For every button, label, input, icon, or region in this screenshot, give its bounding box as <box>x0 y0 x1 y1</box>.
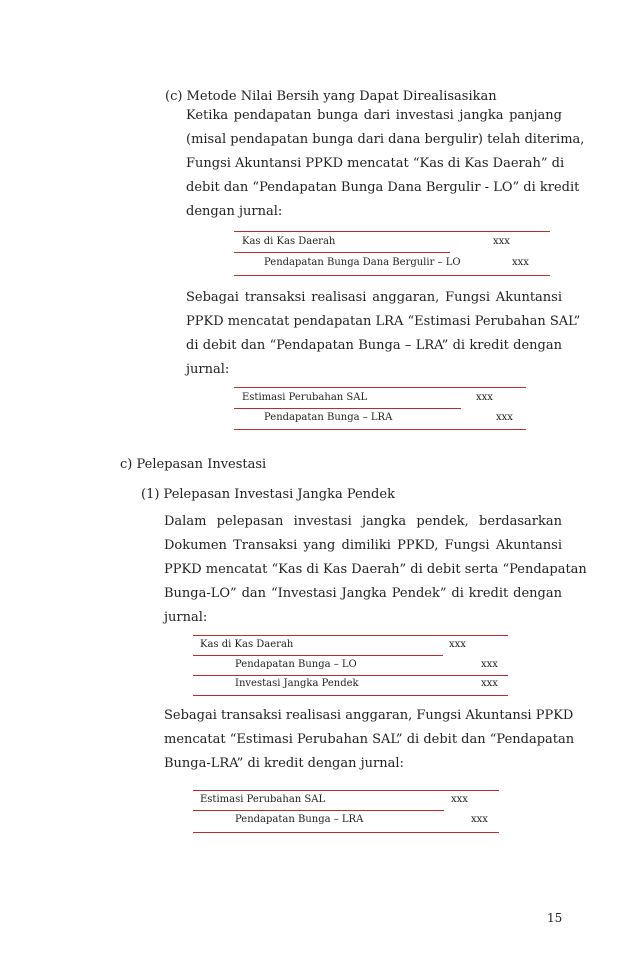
text-line: jurnal: <box>164 610 208 625</box>
text-line: Bunga-LRA” di kredit dengan jurnal: <box>164 756 404 771</box>
text-line: mencatat “Estimasi Perubahan SAL” di debit dan “Pendapatan <box>164 732 575 747</box>
paragraph-realisasi-anggaran <box>186 286 581 382</box>
table-rule <box>193 635 508 636</box>
table-rule <box>234 252 450 253</box>
subsection-heading-c: (c) Metode Nilai Bersih yang Dapat Direalisasikan <box>165 89 497 104</box>
text-line: PPKD mencatat pendapatan LRA “Estimasi Perubahan SAL” <box>186 314 581 329</box>
journal-table <box>193 790 499 834</box>
text-line: di debit dan “Pendapatan Bunga – LRA” di kredit dengan <box>186 338 562 353</box>
journal-credit-account: Pendapatan Bunga Dana Bergulir – LO <box>264 257 461 268</box>
journal-table <box>234 387 526 431</box>
journal-credit-amount: xxx <box>481 678 498 689</box>
table-rule <box>193 655 443 656</box>
journal-debit-amount: xxx <box>449 639 466 650</box>
table-rule <box>234 429 526 430</box>
paragraph-realisasi-pelepasan <box>164 704 575 776</box>
journal-credit-amount: xxx <box>471 814 488 825</box>
journal-credit-amount: xxx <box>496 412 513 423</box>
journal-table <box>234 231 550 277</box>
table-rule <box>193 790 499 791</box>
journal-debit-account: Kas di Kas Daerah <box>242 236 336 247</box>
text-line: Dalam pelepasan investasi jangka pendek, berdasarkan <box>164 514 562 529</box>
text-line: Fungsi Akuntansi PPKD mencatat “Kas di Kas Daerah” di <box>186 156 565 171</box>
table-rule <box>234 408 461 409</box>
text-line: (misal pendapatan bunga dari dana bergulir) telah diterima, <box>186 132 585 147</box>
section-heading-pelepasan-investasi: c) Pelepasan Investasi <box>120 457 267 472</box>
subsection-heading-jangka-pendek: (1) Pelepasan Investasi Jangka Pendek <box>141 487 395 502</box>
text-line: PPKD mencatat “Kas di Kas Daerah” di debit serta “Pendapatan <box>164 562 587 577</box>
journal-table <box>193 635 508 697</box>
journal-credit-account: Pendapatan Bunga – LRA <box>264 412 393 423</box>
journal-debit-amount: xxx <box>476 392 493 403</box>
text-line: debit dan “Pendapatan Bunga Dana Bergulir - LO” di kredit <box>186 180 580 195</box>
journal-debit-amount: xxx <box>451 794 468 805</box>
text-line: Ketika pendapatan bunga dari investasi jangka panjang <box>186 108 562 123</box>
journal-credit-account: Pendapatan Bunga – LO <box>235 659 357 670</box>
table-rule <box>234 275 550 276</box>
journal-debit-account: Estimasi Perubahan SAL <box>242 392 368 403</box>
table-rule <box>193 832 499 833</box>
text-line: Sebagai transaksi realisasi anggaran, Fungsi Akuntansi <box>186 290 562 305</box>
table-rule <box>234 231 550 232</box>
table-rule <box>193 810 444 811</box>
text-line: Bunga-LO” dan “Investasi Jangka Pendek” di kredit dengan <box>164 586 562 601</box>
journal-debit-account: Estimasi Perubahan SAL <box>200 794 326 805</box>
table-rule <box>193 675 508 676</box>
text-line: Dokumen Transaksi yang dimiliki PPKD, Fungsi Akuntansi <box>164 538 562 553</box>
text-line: jurnal: <box>186 362 230 377</box>
journal-credit-account: Investasi Jangka Pendek <box>235 678 359 689</box>
journal-debit-account: Kas di Kas Daerah <box>200 639 294 650</box>
journal-credit-amount: xxx <box>512 257 529 268</box>
table-rule <box>234 387 526 388</box>
journal-credit-account: Pendapatan Bunga – LRA <box>235 814 364 825</box>
paragraph-pelepasan <box>164 510 587 630</box>
journal-credit-amount: xxx <box>481 659 498 670</box>
table-rule <box>193 695 508 696</box>
paragraph-nilai-bersih <box>186 104 585 224</box>
text-line: dengan jurnal: <box>186 204 283 219</box>
journal-debit-amount: xxx <box>493 236 510 247</box>
page-number: 15 <box>547 911 563 925</box>
text-line: Sebagai transaksi realisasi anggaran, Fungsi Akuntansi PPKD <box>164 708 574 723</box>
